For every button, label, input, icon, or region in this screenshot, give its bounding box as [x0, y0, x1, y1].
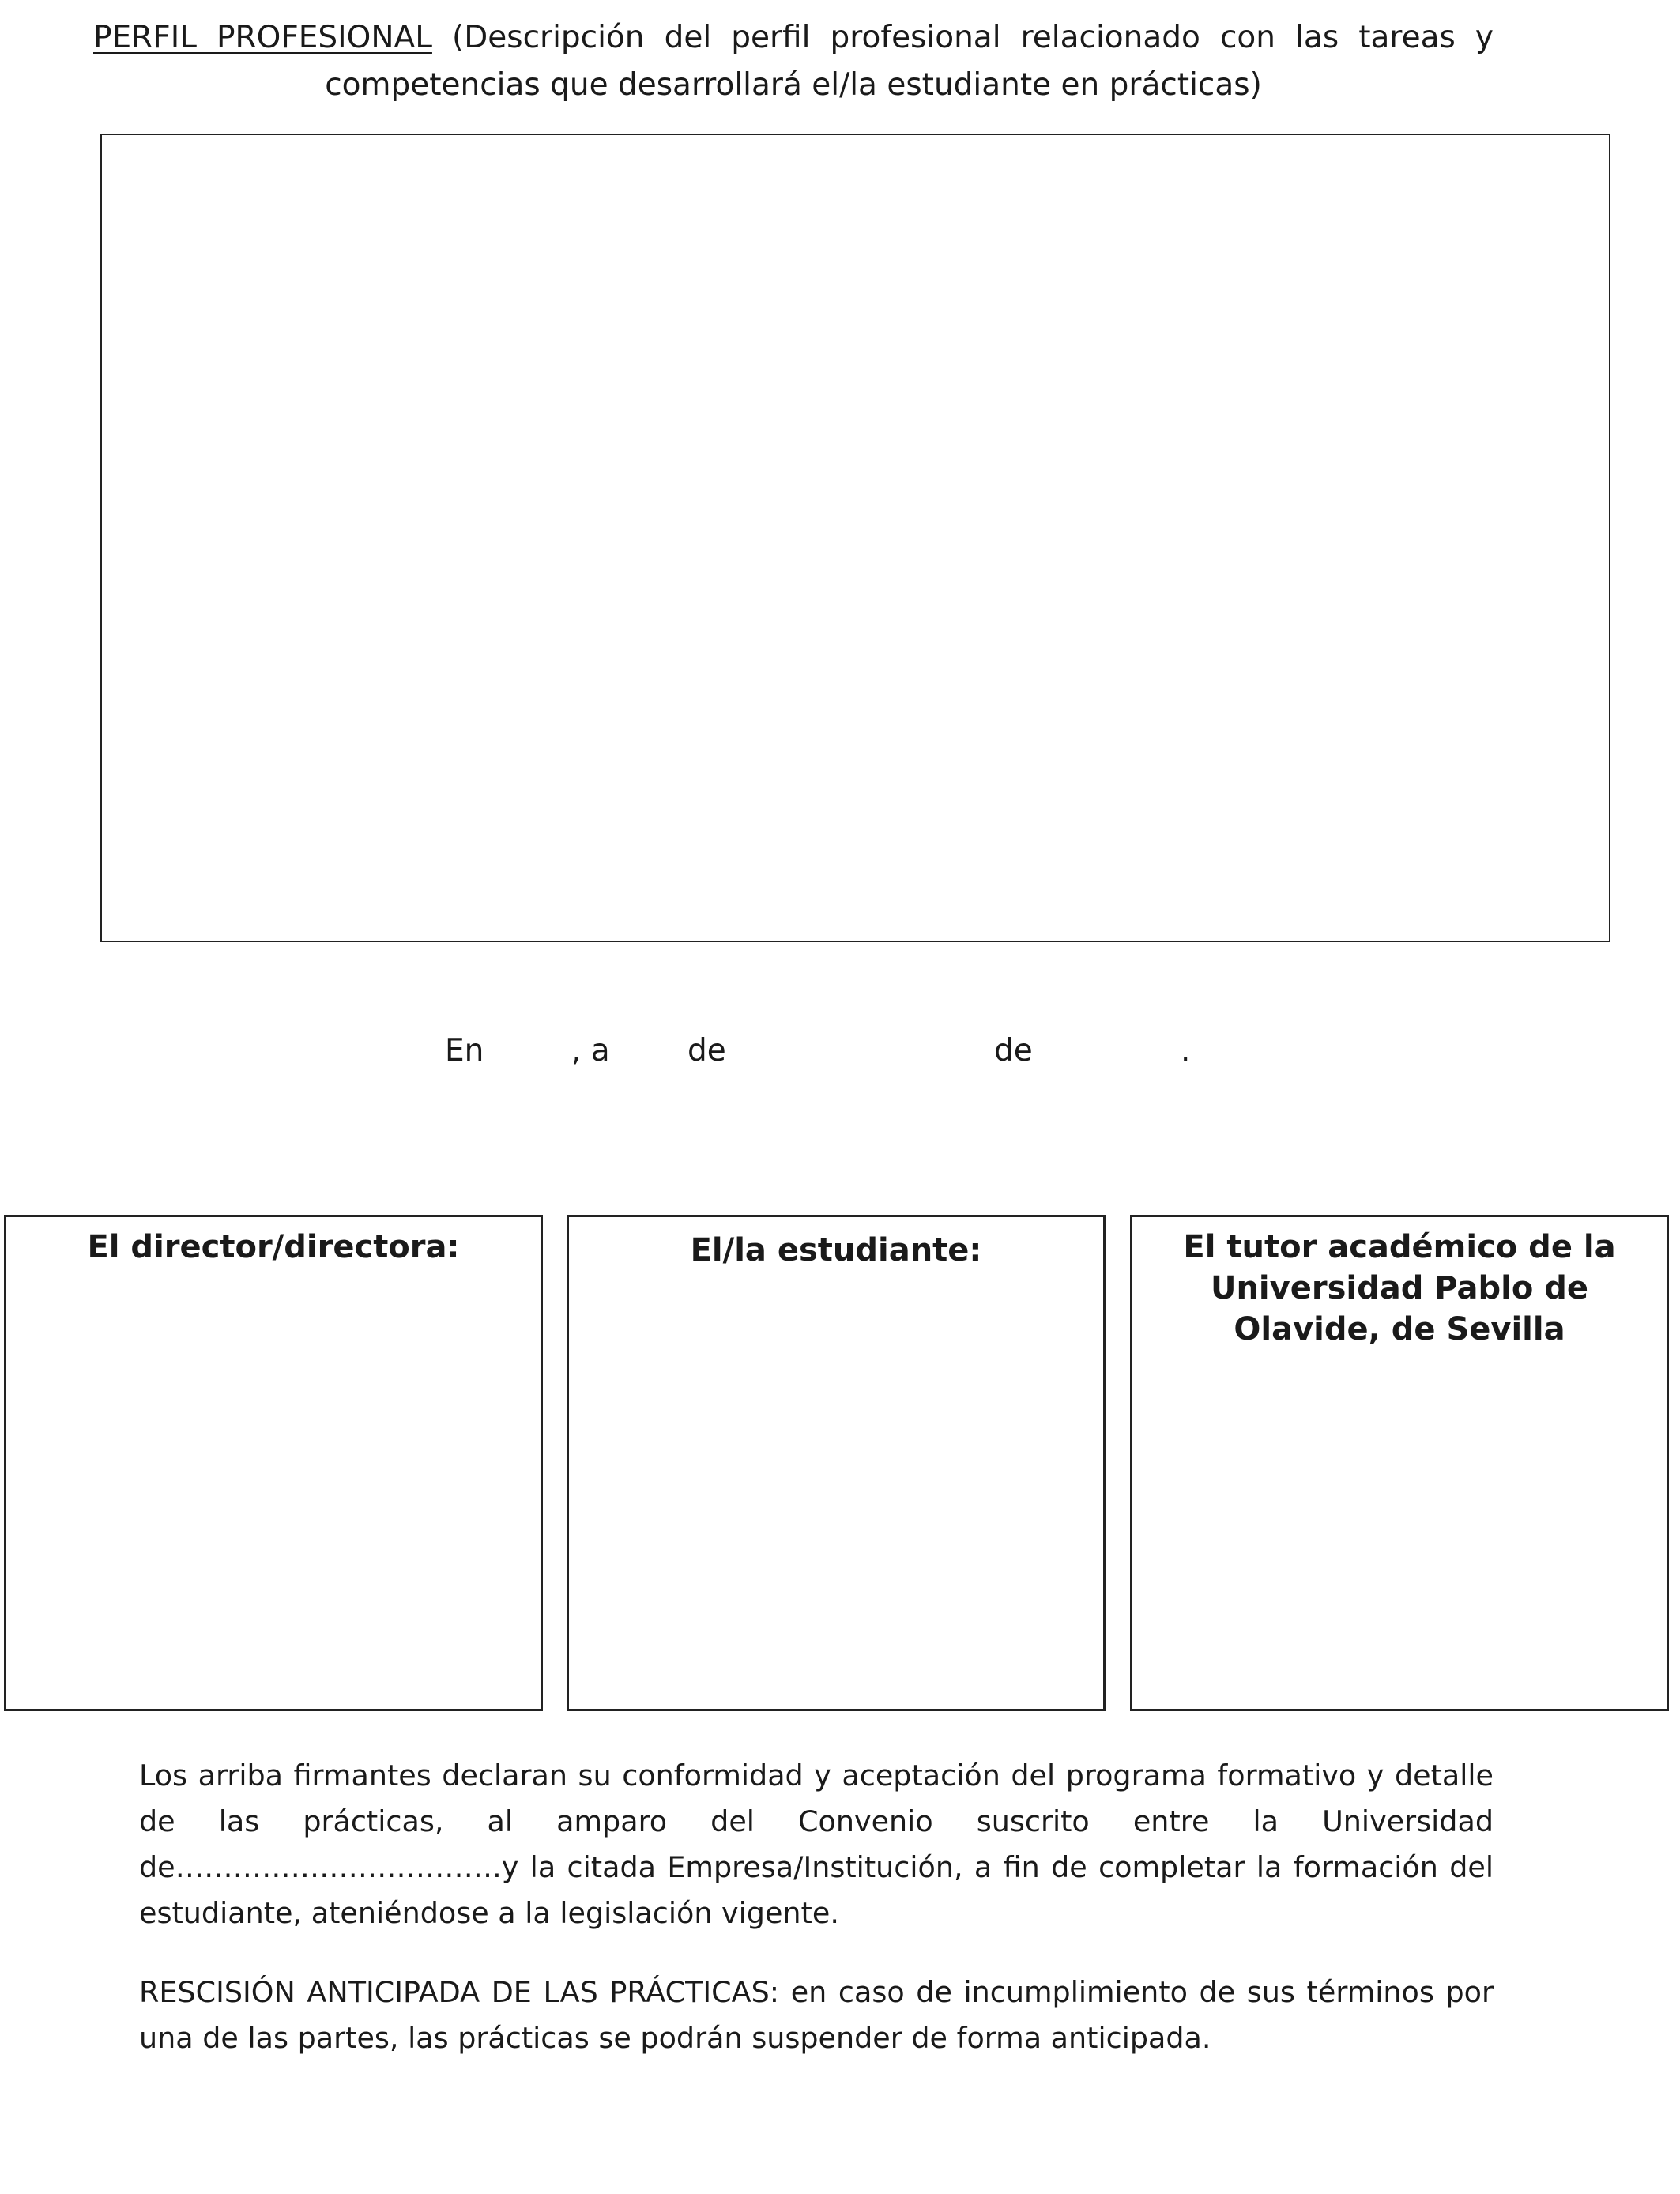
date-period: . — [1181, 1033, 1191, 1069]
signature-title-student: El/la estudiante: — [690, 1232, 982, 1269]
date-en: En — [445, 1033, 484, 1069]
date-de-1: de — [687, 1033, 726, 1069]
signature-box-director[interactable] — [4, 1215, 543, 1711]
date-de-2: de — [994, 1033, 1033, 1069]
rescission-paragraph: RESCISIÓN ANTICIPADA DE LAS PRÁCTICAS: en caso de incumplimiento de sus términos por una de las partes, las prácticas se podrán suspender de forma anticipada. — [139, 1975, 1494, 2055]
profile-heading-label: PERFIL PROFESIONAL — [93, 20, 432, 55]
signature-box-student[interactable] — [567, 1215, 1106, 1711]
profile-description-box[interactable] — [100, 134, 1610, 942]
date-comma-a: , a — [571, 1033, 610, 1069]
signature-title-director: El director/directora: — [87, 1229, 460, 1265]
signature-title-tutor: El tutor académico de la Universidad Pablo de Olavide, de Sevilla — [1183, 1229, 1616, 1348]
signature-box-tutor[interactable] — [1130, 1215, 1669, 1711]
agreement-paragraph: Los arriba firmantes declaran su conformidad y aceptación del programa formativo y detalle de las prácticas, al amparo del Convenio suscrito entre la Universidad de…………………………….y la citada Empresa/Institución, a fin de completar la formación del estudiante, ateniéndose a la legislación vigente. — [139, 1759, 1494, 1930]
profile-heading-description: (Descripción del perfil profesional relacionado con las tareas y competencias que desarrollará el/la estudiante en prácticas) — [325, 20, 1494, 103]
profile-heading — [93, 14, 1494, 109]
